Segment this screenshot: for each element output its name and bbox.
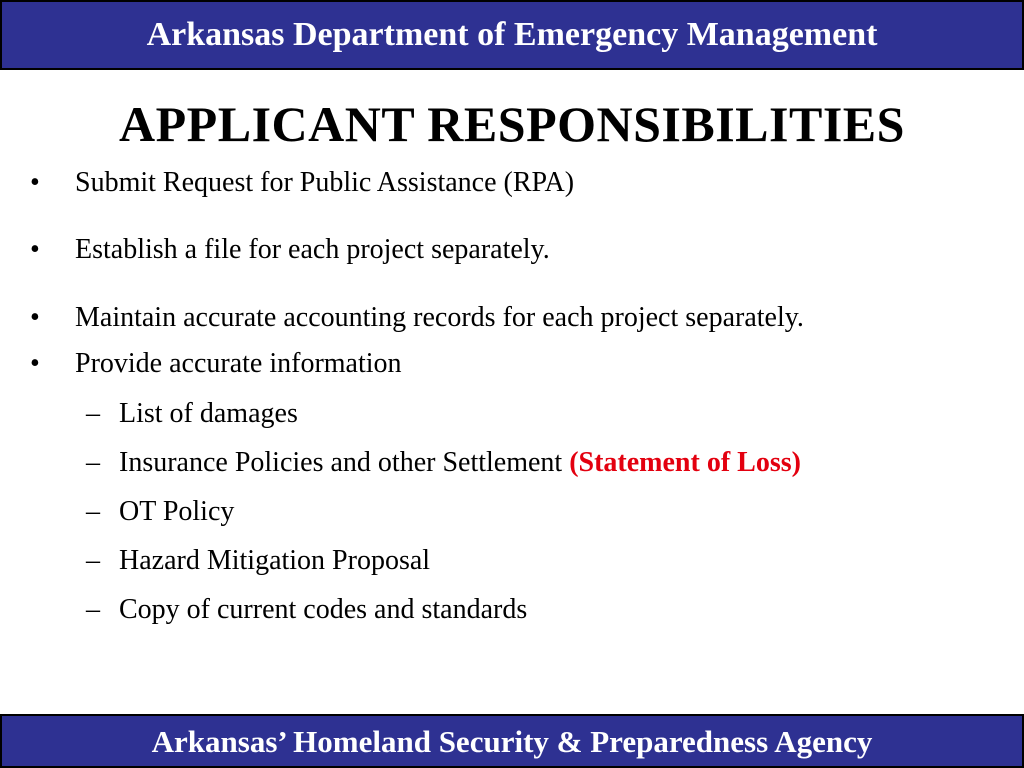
bullet-item: [30, 301, 804, 335]
sub-text: List of damages: [119, 398, 298, 429]
header-text: Arkansas Department of Emergency Management: [146, 16, 878, 53]
sub-marker: –: [86, 398, 100, 429]
sub-item: [86, 397, 298, 431]
sub-text: Copy of current codes and standards: [119, 594, 528, 625]
sub-marker: –: [86, 496, 100, 527]
statement-of-loss-highlight: (Statement of Loss): [569, 447, 801, 478]
footer-banner: [0, 714, 1024, 768]
sub-marker: –: [86, 594, 100, 625]
sub-marker: –: [86, 447, 100, 478]
bullet-item: [30, 233, 550, 267]
bullet-marker: •: [30, 348, 40, 379]
header-banner: [0, 0, 1024, 70]
sub-text: Hazard Mitigation Proposal: [119, 545, 431, 576]
sub-text: OT Policy: [119, 496, 235, 527]
bullet-text: Establish a file for each project separately.: [75, 234, 550, 265]
sub-item: [86, 544, 430, 578]
bullet-marker: •: [30, 167, 40, 198]
sub-item: [86, 446, 801, 480]
bullet-item: [30, 347, 402, 381]
sub-text: Insurance Policies and other Settlement: [119, 447, 570, 478]
sub-item: [86, 593, 527, 627]
bullet-text: Submit Request for Public Assistance (RPA): [75, 167, 575, 198]
sub-marker: –: [86, 545, 100, 576]
bullet-marker: •: [30, 234, 40, 265]
bullet-text: Provide accurate information: [75, 348, 402, 379]
bullet-text: Maintain accurate accounting records for each project separately.: [75, 302, 804, 333]
bullet-marker: •: [30, 302, 40, 333]
bullet-item: [30, 166, 574, 200]
slide-title: APPLICANT RESPONSIBILITIES: [119, 96, 905, 152]
sub-item: [86, 495, 234, 529]
footer-text: Arkansas’ Homeland Security & Preparedness Agency: [151, 724, 873, 759]
